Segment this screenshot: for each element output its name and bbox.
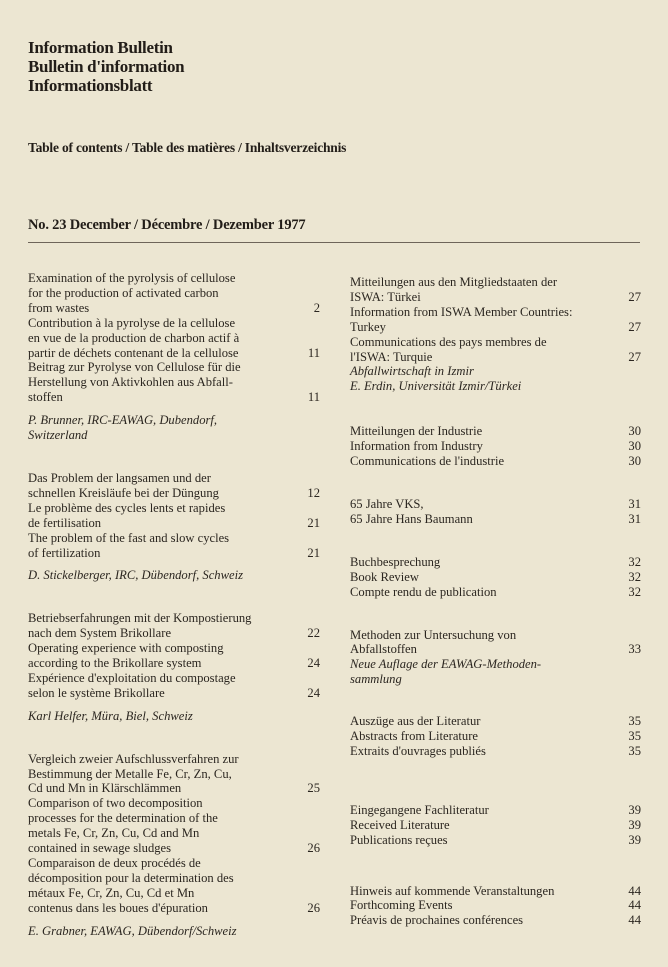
toc-line <box>28 471 320 486</box>
entry-title-line: Operating experience with composting <box>28 641 224 656</box>
toc-line <box>350 424 641 439</box>
toc-line <box>350 275 641 290</box>
toc-line <box>28 486 320 501</box>
toc-line <box>28 611 320 626</box>
toc-line <box>350 320 641 335</box>
entry-title-line: ISWA: Türkei <box>350 289 421 304</box>
entry-title-line: Information from ISWA Member Countries: <box>350 304 573 319</box>
toc-line <box>350 884 641 899</box>
page-number: 31 <box>628 496 641 511</box>
divider-rule <box>28 242 640 243</box>
entry-title-line: from wastes <box>28 300 90 315</box>
toc-line <box>28 390 320 405</box>
entry-title-line: schnellen Kreisläufe bei der Düngung <box>28 485 219 500</box>
toc-line <box>350 898 641 913</box>
page-number: 27 <box>628 349 641 364</box>
toc-line <box>28 375 320 390</box>
toc-line <box>28 796 320 811</box>
left-column <box>28 271 320 967</box>
entry-title-line: for the production of activated carbon <box>28 285 219 300</box>
entry-title-line: Mitteilungen aus den Mitgliedstaaten der <box>350 275 558 289</box>
entry-title-line: processes for the determination of the <box>28 811 218 826</box>
page-number: 24 <box>307 685 320 700</box>
page-number: 32 <box>628 584 641 599</box>
entry-title-line: The problem of the fast and slow cycles <box>28 530 230 545</box>
page-number: 21 <box>307 515 320 530</box>
entry-title-line: contenus dans les boues d'épuration <box>28 900 208 915</box>
toc-entry <box>28 271 320 443</box>
toc-line <box>28 671 320 686</box>
toc-line <box>350 350 641 365</box>
toc-line <box>28 752 320 767</box>
masthead-title-de: Informationsblatt <box>28 76 153 95</box>
page-number: 31 <box>628 511 641 526</box>
toc-line <box>350 290 641 305</box>
page-number: 25 <box>307 781 320 796</box>
entry-title-line: Information from Industry <box>350 439 483 454</box>
toc-line <box>350 570 641 585</box>
entry-title-line: Communications des pays membres de <box>350 334 547 349</box>
entry-title-line: Buchbesprechung <box>350 554 441 569</box>
entry-title-line: Eingegangene Fachliteratur <box>350 802 489 817</box>
toc-entry <box>350 884 641 929</box>
toc-line <box>350 497 641 512</box>
toc-line <box>350 335 641 350</box>
toc-line <box>28 886 320 901</box>
page-number: 27 <box>628 319 641 334</box>
entry-title-line: Compte rendu de publication <box>350 584 497 599</box>
entry-subtitle: Abfallwirtschaft in Izmir <box>350 364 474 379</box>
entry-title-line: Received Literature <box>350 817 450 832</box>
page-number: 35 <box>628 743 641 758</box>
toc-line <box>28 301 320 316</box>
toc-line <box>28 546 320 561</box>
toc-line <box>350 714 641 729</box>
page-number: 21 <box>307 545 320 560</box>
entry-title-line: metals Fe, Cr, Zn, Cu, Cd and Mn <box>28 826 200 841</box>
toc-line <box>28 781 320 796</box>
toc-entry <box>28 752 320 939</box>
entry-title-line: Book Review <box>350 569 419 584</box>
page-number: 39 <box>628 802 641 817</box>
toc-entry <box>350 628 641 688</box>
entry-title-line: Bestimmung der Metalle Fe, Cr, Zn, Cu, <box>28 766 232 781</box>
entry-title-line: en vue de la production de charbon actif à <box>28 330 240 345</box>
toc-line <box>28 501 320 516</box>
entry-title-line: 65 Jahre Hans Baumann <box>350 511 473 526</box>
entry-title-line: Préavis de prochaines conférences <box>350 913 524 928</box>
toc-line <box>28 686 320 701</box>
author-line: P. Brunner, IRC-EAWAG, Dubendorf, <box>28 413 218 428</box>
toc-line <box>28 811 320 826</box>
page-number: 32 <box>628 569 641 584</box>
entry-title-line: partir de déchets contenant de la cellulose <box>28 345 239 360</box>
author-line: E. Grabner, EAWAG, Dübendorf/Schweiz <box>28 923 237 938</box>
entry-title-line: Herstellung von Aktivkohlen aus Abfall- <box>28 375 233 390</box>
entry-title-line: Extraits d'ouvrages publiés <box>350 743 486 758</box>
toc-line <box>350 305 641 320</box>
toc-entry <box>350 497 641 527</box>
author-line: D. Stickelberger, IRC, Dübendorf, Schweiz <box>28 568 243 583</box>
toc-heading: Table of contents / Table des matières / Inhaltsverzeichnis <box>28 140 347 155</box>
toc-line <box>350 439 641 454</box>
toc-line <box>28 656 320 671</box>
entry-title-line: according to the Brikollare system <box>28 656 202 671</box>
toc-entry <box>350 714 641 759</box>
page-number: 22 <box>307 626 320 641</box>
entry-subtitle: sammlung <box>350 672 402 687</box>
toc-line <box>350 628 641 643</box>
toc-line <box>350 585 641 600</box>
entry-title-line: Mitteilungen der Industrie <box>350 424 483 439</box>
toc-entry <box>350 275 641 394</box>
page-number: 30 <box>628 439 641 454</box>
entry-title-line: Das Problem der langsamen und der <box>28 470 211 485</box>
toc-line <box>350 454 641 469</box>
masthead <box>28 38 184 95</box>
toc-entry <box>350 555 641 600</box>
entry-title-line: Hinweis auf kommende Veranstaltungen <box>350 883 555 898</box>
entry-title-line: of fertilization <box>28 545 101 560</box>
entry-title-line: Comparaison de deux procédés de <box>28 856 201 870</box>
toc-entry <box>350 803 641 848</box>
toc-line <box>28 641 320 656</box>
toc-line <box>350 729 641 744</box>
entry-title-line: décomposition pour la determination des <box>28 870 234 885</box>
toc-entry <box>28 611 320 723</box>
masthead-title-en: Information Bulletin <box>28 38 173 57</box>
toc-line <box>28 331 320 346</box>
toc-line <box>350 818 641 833</box>
entry-title-line: stoffen <box>28 390 63 405</box>
issue-line: No. 23 December / Décembre / Dezember 1977 <box>28 217 306 233</box>
toc-line <box>28 286 320 301</box>
entry-title-line: selon le système Brikollare <box>28 685 165 700</box>
entry-title-line: métaux Fe, Cr, Zn, Cu, Cd et Mn <box>28 885 195 900</box>
entry-title-line: Cd und Mn in Klärschlämmen <box>28 781 182 796</box>
toc-line <box>28 871 320 886</box>
page-number: 12 <box>307 485 320 500</box>
entry-title-line: Contribution à la pyrolyse de la cellulose <box>28 315 236 330</box>
entry-subtitle: Neue Auflage der EAWAG-Methoden- <box>350 657 542 672</box>
page-number: 44 <box>628 883 641 898</box>
entry-title-line: Beitrag zur Pyrolyse von Cellulose für die <box>28 360 241 375</box>
author-line: Switzerland <box>28 428 88 443</box>
masthead-title-fr: Bulletin d'information <box>28 57 185 76</box>
page-number: 11 <box>307 345 320 360</box>
page-number: 26 <box>307 841 320 856</box>
entry-title-line: Vergleich zweier Aufschlussverfahren zur <box>28 751 239 766</box>
toc-line <box>350 555 641 570</box>
page-number: 32 <box>628 554 641 569</box>
page-number: 44 <box>628 913 641 928</box>
page-number: 33 <box>628 642 641 657</box>
toc-entry <box>28 471 320 583</box>
page-number: 30 <box>628 424 641 439</box>
page-number: 35 <box>628 714 641 729</box>
entry-title-line: Forthcoming Events <box>350 898 453 913</box>
entry-title-line: Comparison of two decomposition <box>28 796 203 811</box>
toc-line <box>350 642 641 657</box>
entry-title-line: Le problème des cycles lents et rapides <box>28 500 226 515</box>
entry-title-line: Expérience d'exploitation du compostage <box>28 670 236 685</box>
entry-title-line: Auszüge aus der Literatur <box>350 714 481 729</box>
toc-line <box>350 744 641 759</box>
entry-title-line: de fertilisation <box>28 515 102 530</box>
page-number: 2 <box>313 300 320 315</box>
toc-line <box>350 803 641 818</box>
toc-line <box>28 901 320 916</box>
toc-line <box>28 346 320 361</box>
toc-line <box>28 626 320 641</box>
page-number: 26 <box>307 900 320 915</box>
author-line: Karl Helfer, Müra, Biel, Schweiz <box>28 708 193 723</box>
page-number: 11 <box>307 390 320 405</box>
page-number: 35 <box>628 729 641 744</box>
toc-line <box>350 833 641 848</box>
entry-title-line: Betriebserfahrungen mit der Kompostierung <box>28 611 252 626</box>
entry-title-line: contained in sewage sludges <box>28 841 172 856</box>
toc-line <box>28 856 320 871</box>
toc-line <box>28 516 320 531</box>
toc-line <box>28 360 320 375</box>
toc-line <box>28 841 320 856</box>
toc-line <box>28 531 320 546</box>
entry-title-line: Abstracts from Literature <box>350 729 478 744</box>
toc-line <box>28 316 320 331</box>
entry-title-line: Turkey <box>350 319 386 334</box>
right-column <box>350 275 641 928</box>
entry-title-line: 65 Jahre VKS, <box>350 496 424 511</box>
toc-line <box>350 913 641 928</box>
toc-line <box>28 826 320 841</box>
page-number: 30 <box>628 454 641 469</box>
page-number: 39 <box>628 832 641 847</box>
page-number: 24 <box>307 656 320 671</box>
entry-title-line: Abfallstoffen <box>350 642 417 657</box>
page-number: 44 <box>628 898 641 913</box>
toc-entry <box>350 424 641 469</box>
entry-title-line: nach dem System Brikollare <box>28 626 172 641</box>
entry-title-line: Examination of the pyrolysis of cellulose <box>28 271 236 285</box>
toc-line <box>350 512 641 527</box>
author-line: E. Erdin, Universität Izmir/Türkei <box>350 379 522 394</box>
entry-title-line: Publications reçues <box>350 832 448 847</box>
entry-title-line: Communications de l'industrie <box>350 454 505 469</box>
page-number: 39 <box>628 817 641 832</box>
toc-line <box>28 767 320 782</box>
entry-title-line: l'ISWA: Turquie <box>350 349 433 364</box>
toc-line <box>28 271 320 286</box>
page-number: 27 <box>628 289 641 304</box>
entry-title-line: Methoden zur Untersuchung von <box>350 627 517 642</box>
